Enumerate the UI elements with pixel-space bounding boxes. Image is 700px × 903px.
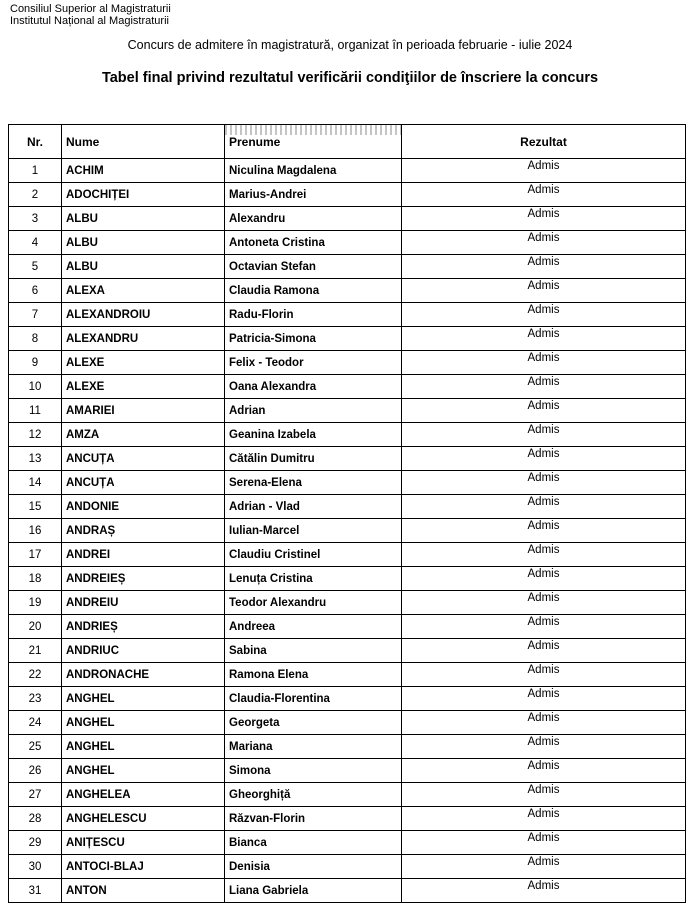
row-first-name: Claudiu Cristinel — [225, 543, 402, 567]
row-number: 30 — [9, 855, 62, 879]
row-number: 13 — [9, 447, 62, 471]
table-row — [9, 687, 686, 711]
row-number: 22 — [9, 663, 62, 687]
row-last-name: AMZA — [62, 423, 225, 447]
row-first-name: Teodor Alexandru — [225, 591, 402, 615]
row-first-name: Alexandru — [225, 207, 402, 231]
row-number: 28 — [9, 807, 62, 831]
row-first-name: Simona — [225, 759, 402, 783]
table-row — [9, 423, 686, 447]
table-body — [9, 159, 686, 903]
row-number: 17 — [9, 543, 62, 567]
row-result: Admis — [402, 399, 686, 423]
row-result: Admis — [402, 711, 686, 735]
row-first-name: Mariana — [225, 735, 402, 759]
institute-name: Institutul Național al Magistraturii — [10, 15, 169, 27]
row-last-name: ANDRAȘ — [62, 519, 225, 543]
row-last-name: ALEXE — [62, 351, 225, 375]
table-row — [9, 399, 686, 423]
row-last-name: ANCUȚA — [62, 471, 225, 495]
row-first-name: Liana Gabriela — [225, 879, 402, 903]
row-result: Admis — [402, 495, 686, 519]
row-first-name: Felix - Teodor — [225, 351, 402, 375]
row-first-name: Lenuța Cristina — [225, 567, 402, 591]
table-row — [9, 615, 686, 639]
row-number: 7 — [9, 303, 62, 327]
row-result: Admis — [402, 183, 686, 207]
row-first-name: Radu-Florin — [225, 303, 402, 327]
row-first-name: Patricia-Simona — [225, 327, 402, 351]
institution-name: Consiliul Superior al Magistraturii — [10, 3, 171, 15]
table-row — [9, 327, 686, 351]
row-first-name: Marius-Andrei — [225, 183, 402, 207]
row-result: Admis — [402, 351, 686, 375]
row-result: Admis — [402, 375, 686, 399]
row-last-name: ANTOCI-BLAJ — [62, 855, 225, 879]
row-number: 18 — [9, 567, 62, 591]
column-header-nume: Nume — [62, 125, 225, 159]
row-last-name: ANCUȚA — [62, 447, 225, 471]
row-number: 11 — [9, 399, 62, 423]
row-result: Admis — [402, 255, 686, 279]
row-result: Admis — [402, 759, 686, 783]
column-header-nr: Nr. — [9, 125, 62, 159]
row-result: Admis — [402, 423, 686, 447]
row-first-name: Răzvan-Florin — [225, 807, 402, 831]
row-result: Admis — [402, 735, 686, 759]
row-number: 16 — [9, 519, 62, 543]
row-result: Admis — [402, 687, 686, 711]
table-row — [9, 759, 686, 783]
scan-smudge — [225, 125, 401, 135]
table-row — [9, 279, 686, 303]
row-first-name: Andreea — [225, 615, 402, 639]
row-number: 2 — [9, 183, 62, 207]
row-last-name: ALBU — [62, 231, 225, 255]
table-row — [9, 447, 686, 471]
row-number: 8 — [9, 327, 62, 351]
row-result: Admis — [402, 519, 686, 543]
row-first-name: Octavian Stefan — [225, 255, 402, 279]
row-number: 5 — [9, 255, 62, 279]
row-result: Admis — [402, 303, 686, 327]
column-header-prenume — [225, 125, 402, 159]
row-first-name: Sabina — [225, 639, 402, 663]
row-first-name: Bianca — [225, 831, 402, 855]
table-row — [9, 303, 686, 327]
row-last-name: ANDRIEȘ — [62, 615, 225, 639]
row-last-name: ANDREIU — [62, 591, 225, 615]
table-row — [9, 255, 686, 279]
row-result: Admis — [402, 471, 686, 495]
row-first-name: Claudia-Florentina — [225, 687, 402, 711]
table-row — [9, 591, 686, 615]
column-header-prenume-label: Prenume — [229, 134, 281, 149]
row-last-name: ANIȚESCU — [62, 831, 225, 855]
row-result: Admis — [402, 159, 686, 183]
table-row — [9, 639, 686, 663]
row-result: Admis — [402, 543, 686, 567]
row-last-name: ALEXE — [62, 375, 225, 399]
row-last-name: ANGHELESCU — [62, 807, 225, 831]
row-result: Admis — [402, 327, 686, 351]
table-row — [9, 183, 686, 207]
row-number: 27 — [9, 783, 62, 807]
row-result: Admis — [402, 783, 686, 807]
row-first-name: Adrian - Vlad — [225, 495, 402, 519]
row-number: 10 — [9, 375, 62, 399]
row-number: 14 — [9, 471, 62, 495]
row-number: 29 — [9, 831, 62, 855]
row-number: 21 — [9, 639, 62, 663]
row-number: 19 — [9, 591, 62, 615]
row-last-name: ANTON — [62, 879, 225, 903]
row-number: 25 — [9, 735, 62, 759]
row-result: Admis — [402, 447, 686, 471]
row-last-name: ALBU — [62, 255, 225, 279]
results-table — [8, 124, 686, 903]
row-first-name: Adrian — [225, 399, 402, 423]
table-row — [9, 231, 686, 255]
row-first-name: Georgeta — [225, 711, 402, 735]
table-row — [9, 159, 686, 183]
row-first-name: Claudia Ramona — [225, 279, 402, 303]
table-row — [9, 543, 686, 567]
row-last-name: ANDRONACHE — [62, 663, 225, 687]
row-last-name: ANDONIE — [62, 495, 225, 519]
row-number: 9 — [9, 351, 62, 375]
row-last-name: ALEXANDRU — [62, 327, 225, 351]
table-row — [9, 807, 686, 831]
column-header-rezultat: Rezultat — [402, 125, 686, 159]
row-result: Admis — [402, 567, 686, 591]
row-first-name: Cătălin Dumitru — [225, 447, 402, 471]
document-title: Tabel final privind rezultatul verificării condiţiilor de înscriere la concurs — [101, 70, 599, 86]
row-number: 15 — [9, 495, 62, 519]
row-result: Admis — [402, 279, 686, 303]
row-last-name: ANDRIUC — [62, 639, 225, 663]
row-number: 24 — [9, 711, 62, 735]
row-first-name: Denisia — [225, 855, 402, 879]
table-row — [9, 519, 686, 543]
row-first-name: Serena-Elena — [225, 471, 402, 495]
row-first-name: Antoneta Cristina — [225, 231, 402, 255]
table-row — [9, 663, 686, 687]
table-header-row — [9, 125, 686, 159]
row-last-name: ANGHELEA — [62, 783, 225, 807]
row-last-name: ANGHEL — [62, 735, 225, 759]
table-row — [9, 567, 686, 591]
row-number: 23 — [9, 687, 62, 711]
row-result: Admis — [402, 663, 686, 687]
row-result: Admis — [402, 207, 686, 231]
row-number: 20 — [9, 615, 62, 639]
row-last-name: AMARIEI — [62, 399, 225, 423]
row-last-name: ALEXA — [62, 279, 225, 303]
table-row — [9, 711, 686, 735]
row-first-name: Niculina Magdalena — [225, 159, 402, 183]
row-result: Admis — [402, 591, 686, 615]
table-row — [9, 207, 686, 231]
row-first-name: Iulian-Marcel — [225, 519, 402, 543]
row-last-name: ANGHEL — [62, 687, 225, 711]
table-row — [9, 471, 686, 495]
table-row — [9, 351, 686, 375]
row-number: 31 — [9, 879, 62, 903]
row-first-name: Gheorghiță — [225, 783, 402, 807]
row-first-name: Geanina Izabela — [225, 423, 402, 447]
row-number: 3 — [9, 207, 62, 231]
row-first-name: Ramona Elena — [225, 663, 402, 687]
row-last-name: ANDREIEȘ — [62, 567, 225, 591]
row-result: Admis — [402, 639, 686, 663]
table-row — [9, 375, 686, 399]
table-row — [9, 735, 686, 759]
row-number: 6 — [9, 279, 62, 303]
row-last-name: ADOCHIȚEI — [62, 183, 225, 207]
row-last-name: ALEXANDROIU — [62, 303, 225, 327]
document-subtitle: Concurs de admitere în magistratură, organizat în perioada februarie - iulie 2024 — [127, 38, 573, 52]
row-last-name: ALBU — [62, 207, 225, 231]
row-result: Admis — [402, 231, 686, 255]
table-row — [9, 855, 686, 879]
row-number: 1 — [9, 159, 62, 183]
row-result: Admis — [402, 615, 686, 639]
row-result: Admis — [402, 879, 686, 903]
row-first-name: Oana Alexandra — [225, 375, 402, 399]
row-last-name: ACHIM — [62, 159, 225, 183]
row-result: Admis — [402, 831, 686, 855]
table-row — [9, 831, 686, 855]
table-row — [9, 495, 686, 519]
row-last-name: ANGHEL — [62, 759, 225, 783]
row-result: Admis — [402, 807, 686, 831]
row-last-name: ANGHEL — [62, 711, 225, 735]
row-result: Admis — [402, 855, 686, 879]
row-number: 26 — [9, 759, 62, 783]
row-last-name: ANDREI — [62, 543, 225, 567]
row-number: 12 — [9, 423, 62, 447]
row-number: 4 — [9, 231, 62, 255]
table-row — [9, 783, 686, 807]
